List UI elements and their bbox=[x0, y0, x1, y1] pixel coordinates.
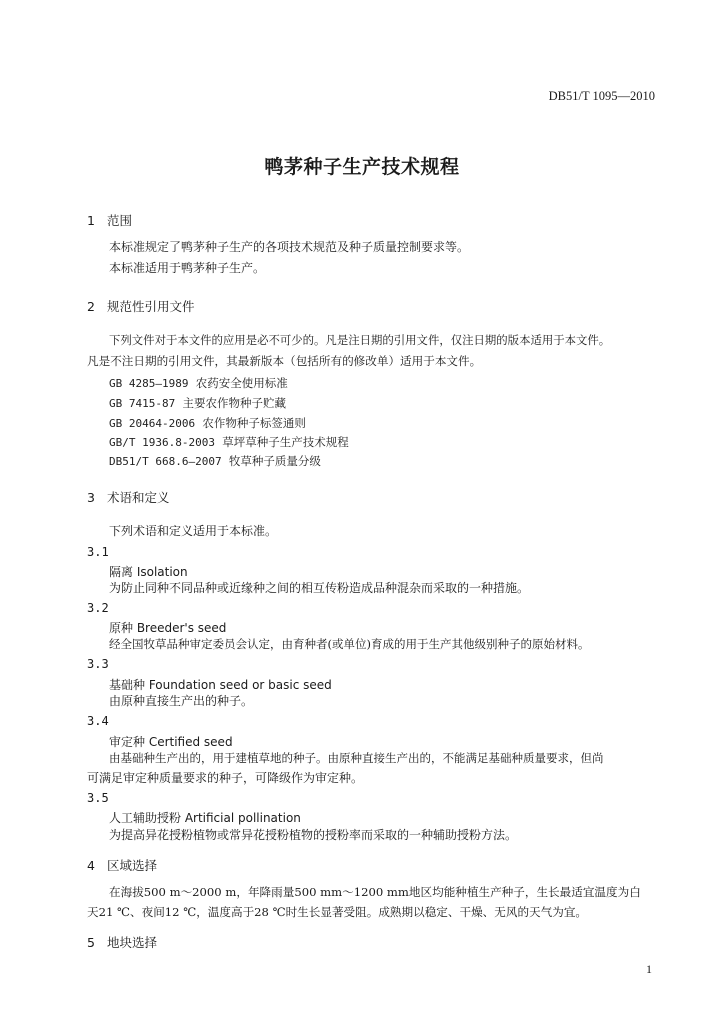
section-title: 范围 bbox=[107, 213, 133, 228]
section-title: 地块选择 bbox=[107, 935, 158, 950]
section-1-heading bbox=[87, 211, 132, 229]
reference-code: DB51/T 668.6—2007 bbox=[109, 455, 222, 468]
section-3-heading bbox=[87, 488, 170, 506]
reference-item bbox=[109, 434, 349, 450]
section-2-heading bbox=[87, 297, 195, 315]
reference-name: 牧草种子质量分级 bbox=[228, 454, 321, 468]
reference-name: 农药安全使用标准 bbox=[195, 376, 288, 390]
paragraph-line: 本标准规定了鸭茅种子生产的各项技术规范及种子质量控制要求等。 bbox=[109, 240, 470, 254]
term-heading: 隔离 Isolation bbox=[109, 565, 188, 579]
section-number: 4 bbox=[87, 858, 95, 873]
section-number: 3 bbox=[87, 490, 95, 505]
reference-code: GB 20464-2006 bbox=[109, 417, 196, 430]
page-number: 1 bbox=[646, 962, 652, 976]
section-number: 1 bbox=[87, 213, 95, 228]
term-definition: 为提高异花授粉植物或常异花授粉植物的授粉率而采取的一种辅助授粉方法。 bbox=[109, 828, 518, 842]
term-heading: 人工辅助授粉 Artificial pollination bbox=[109, 811, 301, 825]
subsection-number: 3.1 bbox=[87, 545, 109, 559]
section-number: 5 bbox=[87, 935, 95, 950]
subsection-number: 3.3 bbox=[87, 657, 109, 671]
paragraph-line: 下列术语和定义适用于本标准。 bbox=[109, 524, 278, 538]
reference-item bbox=[109, 395, 286, 411]
reference-name: 草坪草种子生产技术规程 bbox=[222, 435, 349, 449]
term-definition: 可满足审定种质量要求的种子，可降级作为审定种。 bbox=[87, 771, 364, 785]
reference-name: 主要农作物种子贮藏 bbox=[182, 396, 287, 410]
reference-code: GB 7415-87 bbox=[109, 397, 176, 410]
document-title: 鸭茅种子生产技术规程 bbox=[264, 156, 460, 178]
subsection-number: 3.4 bbox=[87, 714, 109, 728]
reference-code: GB 4285—1989 bbox=[109, 377, 189, 390]
term-definition: 经全国牧草品种审定委员会认定，由育种者(或单位)育成的用于生产其他级别种子的原始材料。 bbox=[109, 637, 590, 651]
reference-item bbox=[109, 375, 288, 391]
reference-item bbox=[109, 415, 306, 431]
section-title: 区域选择 bbox=[107, 858, 158, 873]
term-heading: 原种 Breeder's seed bbox=[109, 621, 227, 635]
subsection-number: 3.2 bbox=[87, 601, 109, 615]
term-definition: 为防止同种不同品种或近缘种之间的相互传粉造成品种混杂而采取的一种措施。 bbox=[109, 581, 530, 595]
section-title: 规范性引用文件 bbox=[107, 299, 195, 314]
document-code: DB51/T 1095—2010 bbox=[548, 89, 655, 103]
term-heading: 基础种 Foundation seed or basic seed bbox=[109, 678, 332, 692]
reference-item bbox=[109, 453, 321, 469]
section-title: 术语和定义 bbox=[107, 490, 170, 505]
paragraph-line: 下列文件对于本文件的应用是必不可少的。凡是注日期的引用文件，仅注日期的版本适用于本文件。 bbox=[109, 333, 611, 347]
section-4-heading bbox=[87, 856, 157, 874]
paragraph-line: 天21 ℃、夜间12 ℃，温度高于28 ℃时生长显著受阻。成熟期以稳定、干燥、无风的天气为宜。 bbox=[87, 905, 588, 919]
subsection-number: 3.5 bbox=[87, 791, 109, 805]
paragraph-line: 在海拔500 m～2000 m，年降雨量500 mm～1200 mm地区均能种植生产种子，生长最适宜温度为白 bbox=[109, 885, 641, 899]
term-definition: 由基础种生产出的，用于建植草地的种子。由原种直接生产出的，不能满足基础种质量要求，但尚 bbox=[109, 751, 604, 765]
section-5-heading bbox=[87, 933, 157, 951]
paragraph-line: 凡是不注日期的引用文件，其最新版本（包括所有的修改单）适用于本文件。 bbox=[87, 354, 482, 368]
term-definition: 由原种直接生产出的种子。 bbox=[109, 694, 254, 708]
reference-name: 农作物种子标签通则 bbox=[202, 416, 306, 430]
section-number: 2 bbox=[87, 299, 95, 314]
term-heading: 审定种 Certified seed bbox=[109, 735, 233, 749]
paragraph-line: 本标准适用于鸭茅种子生产。 bbox=[109, 261, 266, 275]
reference-code: GB/T 1936.8-2003 bbox=[109, 436, 215, 449]
